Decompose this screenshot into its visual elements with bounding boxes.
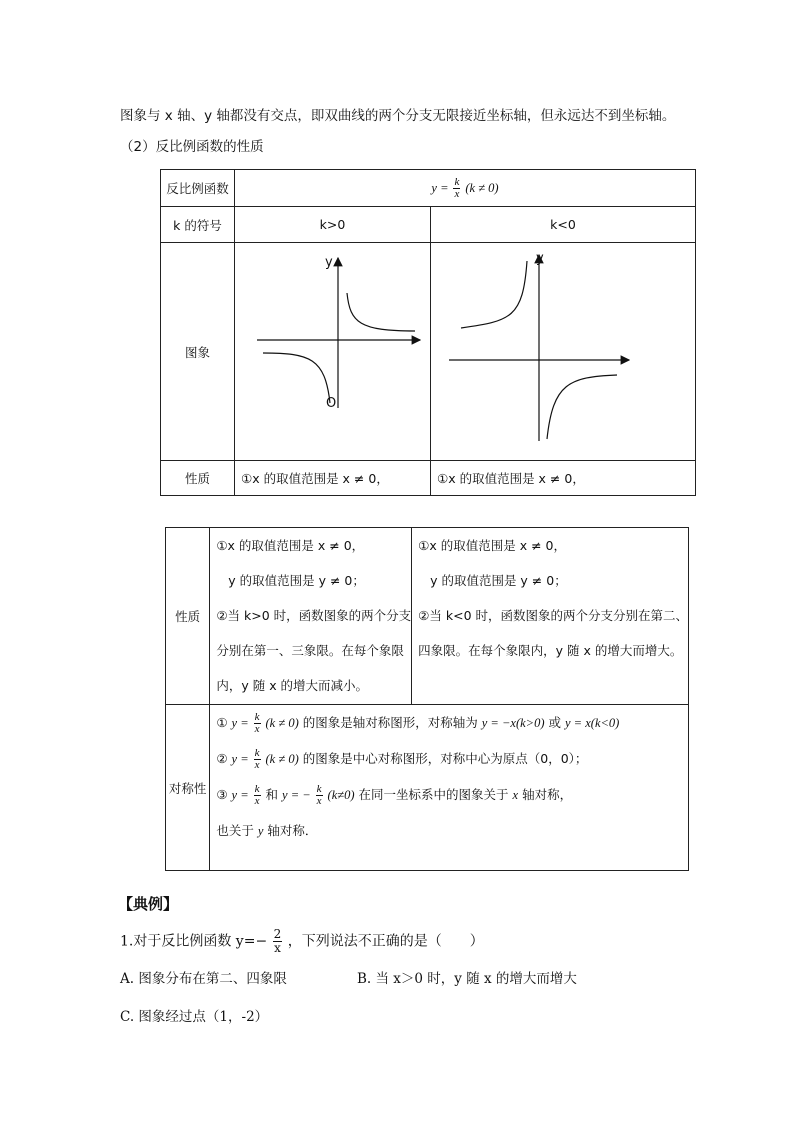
- symmetry-line-2: ② y = $\frac{k}{x}$ (k ≠ 0) 的图象是中心对称图形，对称中心为原点（0，0）；: [216, 747, 588, 771]
- hyperbola-positive-graph: [235, 243, 430, 460]
- sign-label: k 的符号: [161, 207, 235, 243]
- question-1: 1.对于反比例函数 y=− $\frac{2}{x}$ ，下列说法不正确的是（ ）: [120, 927, 484, 955]
- property-label: 性质: [161, 461, 235, 496]
- prop-positive-first: ①x 的取值范围是 x ≠ 0，: [235, 461, 431, 496]
- origin-label: O: [326, 396, 337, 411]
- section-heading: （2）反比例函数的性质: [120, 139, 264, 155]
- prop-pos-line: ②当 k>0 时，函数图象的两个分支: [216, 608, 412, 623]
- prop-neg-line: ②当 k<0 时，函数图象的两个分支分别在第二、: [418, 608, 688, 623]
- option-a: A. 图象分布在第二、四象限: [120, 971, 287, 987]
- prop-pos-line: 内，y 随 x 的增大而减小。: [216, 678, 369, 693]
- prop-neg-line: ①x 的取值范围是 x ≠ 0，: [418, 538, 566, 553]
- prop-positive-cell: [210, 528, 412, 705]
- property-table-2: [165, 527, 689, 871]
- property-table-1: [160, 169, 696, 496]
- prop-pos-line: y 的取值范围是 y ≠ 0；: [216, 573, 365, 588]
- y-axis-label: y: [325, 255, 333, 270]
- example-title: 【典例】: [118, 895, 179, 913]
- property-label-2: 性质: [166, 528, 210, 705]
- prop-negative-first: ①x 的取值范围是 x ≠ 0，: [431, 461, 696, 496]
- prop-pos-line: 分别在第一、三象限。在每个象限: [216, 643, 404, 658]
- k-negative-header: k<0: [431, 207, 696, 243]
- prop-negative-cell: [412, 528, 689, 705]
- symmetry-line-1: ① y = $\frac{k}{x}$ (k ≠ 0) 的图象是轴对称图形，对称轴为 y = −x(k>0) 或 y = x(k<0): [216, 711, 620, 735]
- prop-neg-line: y 的取值范围是 y ≠ 0；: [418, 573, 567, 588]
- symmetry-line-3: ③ y = $\frac{k}{x}$ 和 y = − $\frac{k}{x}$ (k≠0) 在同一坐标系中的图象关于 x 轴对称，: [216, 783, 573, 807]
- symmetry-line-4: 也关于 y 轴对称．: [216, 823, 318, 838]
- option-c: C. 图象经过点（1，-2）: [120, 1009, 269, 1025]
- symmetry-cell: [210, 705, 689, 871]
- graph-k-positive: [235, 243, 431, 461]
- option-b: B. 当 x＞0 时，y 随 x 的增大而增大: [357, 971, 577, 987]
- prop-pos-line: ①x 的取值范围是 x ≠ 0，: [216, 538, 365, 553]
- symmetry-label: 对称性: [166, 705, 210, 871]
- function-formula: y = $\frac{k}{x}$ (k ≠ 0): [235, 170, 696, 207]
- function-label: 反比例函数: [161, 170, 235, 207]
- graph-label: 图象: [161, 243, 235, 461]
- y-axis-label-2: y: [536, 251, 544, 266]
- hyperbola-negative-graph: [431, 243, 695, 460]
- intro-line: 图象与 x 轴、y 轴都没有交点，即双曲线的两个分支无限接近坐标轴，但永远达不到坐标轴。: [120, 108, 676, 124]
- prop-neg-line: 四象限。在每个象限内，y 随 x 的增大而增大。: [418, 643, 683, 658]
- graph-k-negative: [431, 243, 696, 461]
- k-positive-header: k>0: [235, 207, 431, 243]
